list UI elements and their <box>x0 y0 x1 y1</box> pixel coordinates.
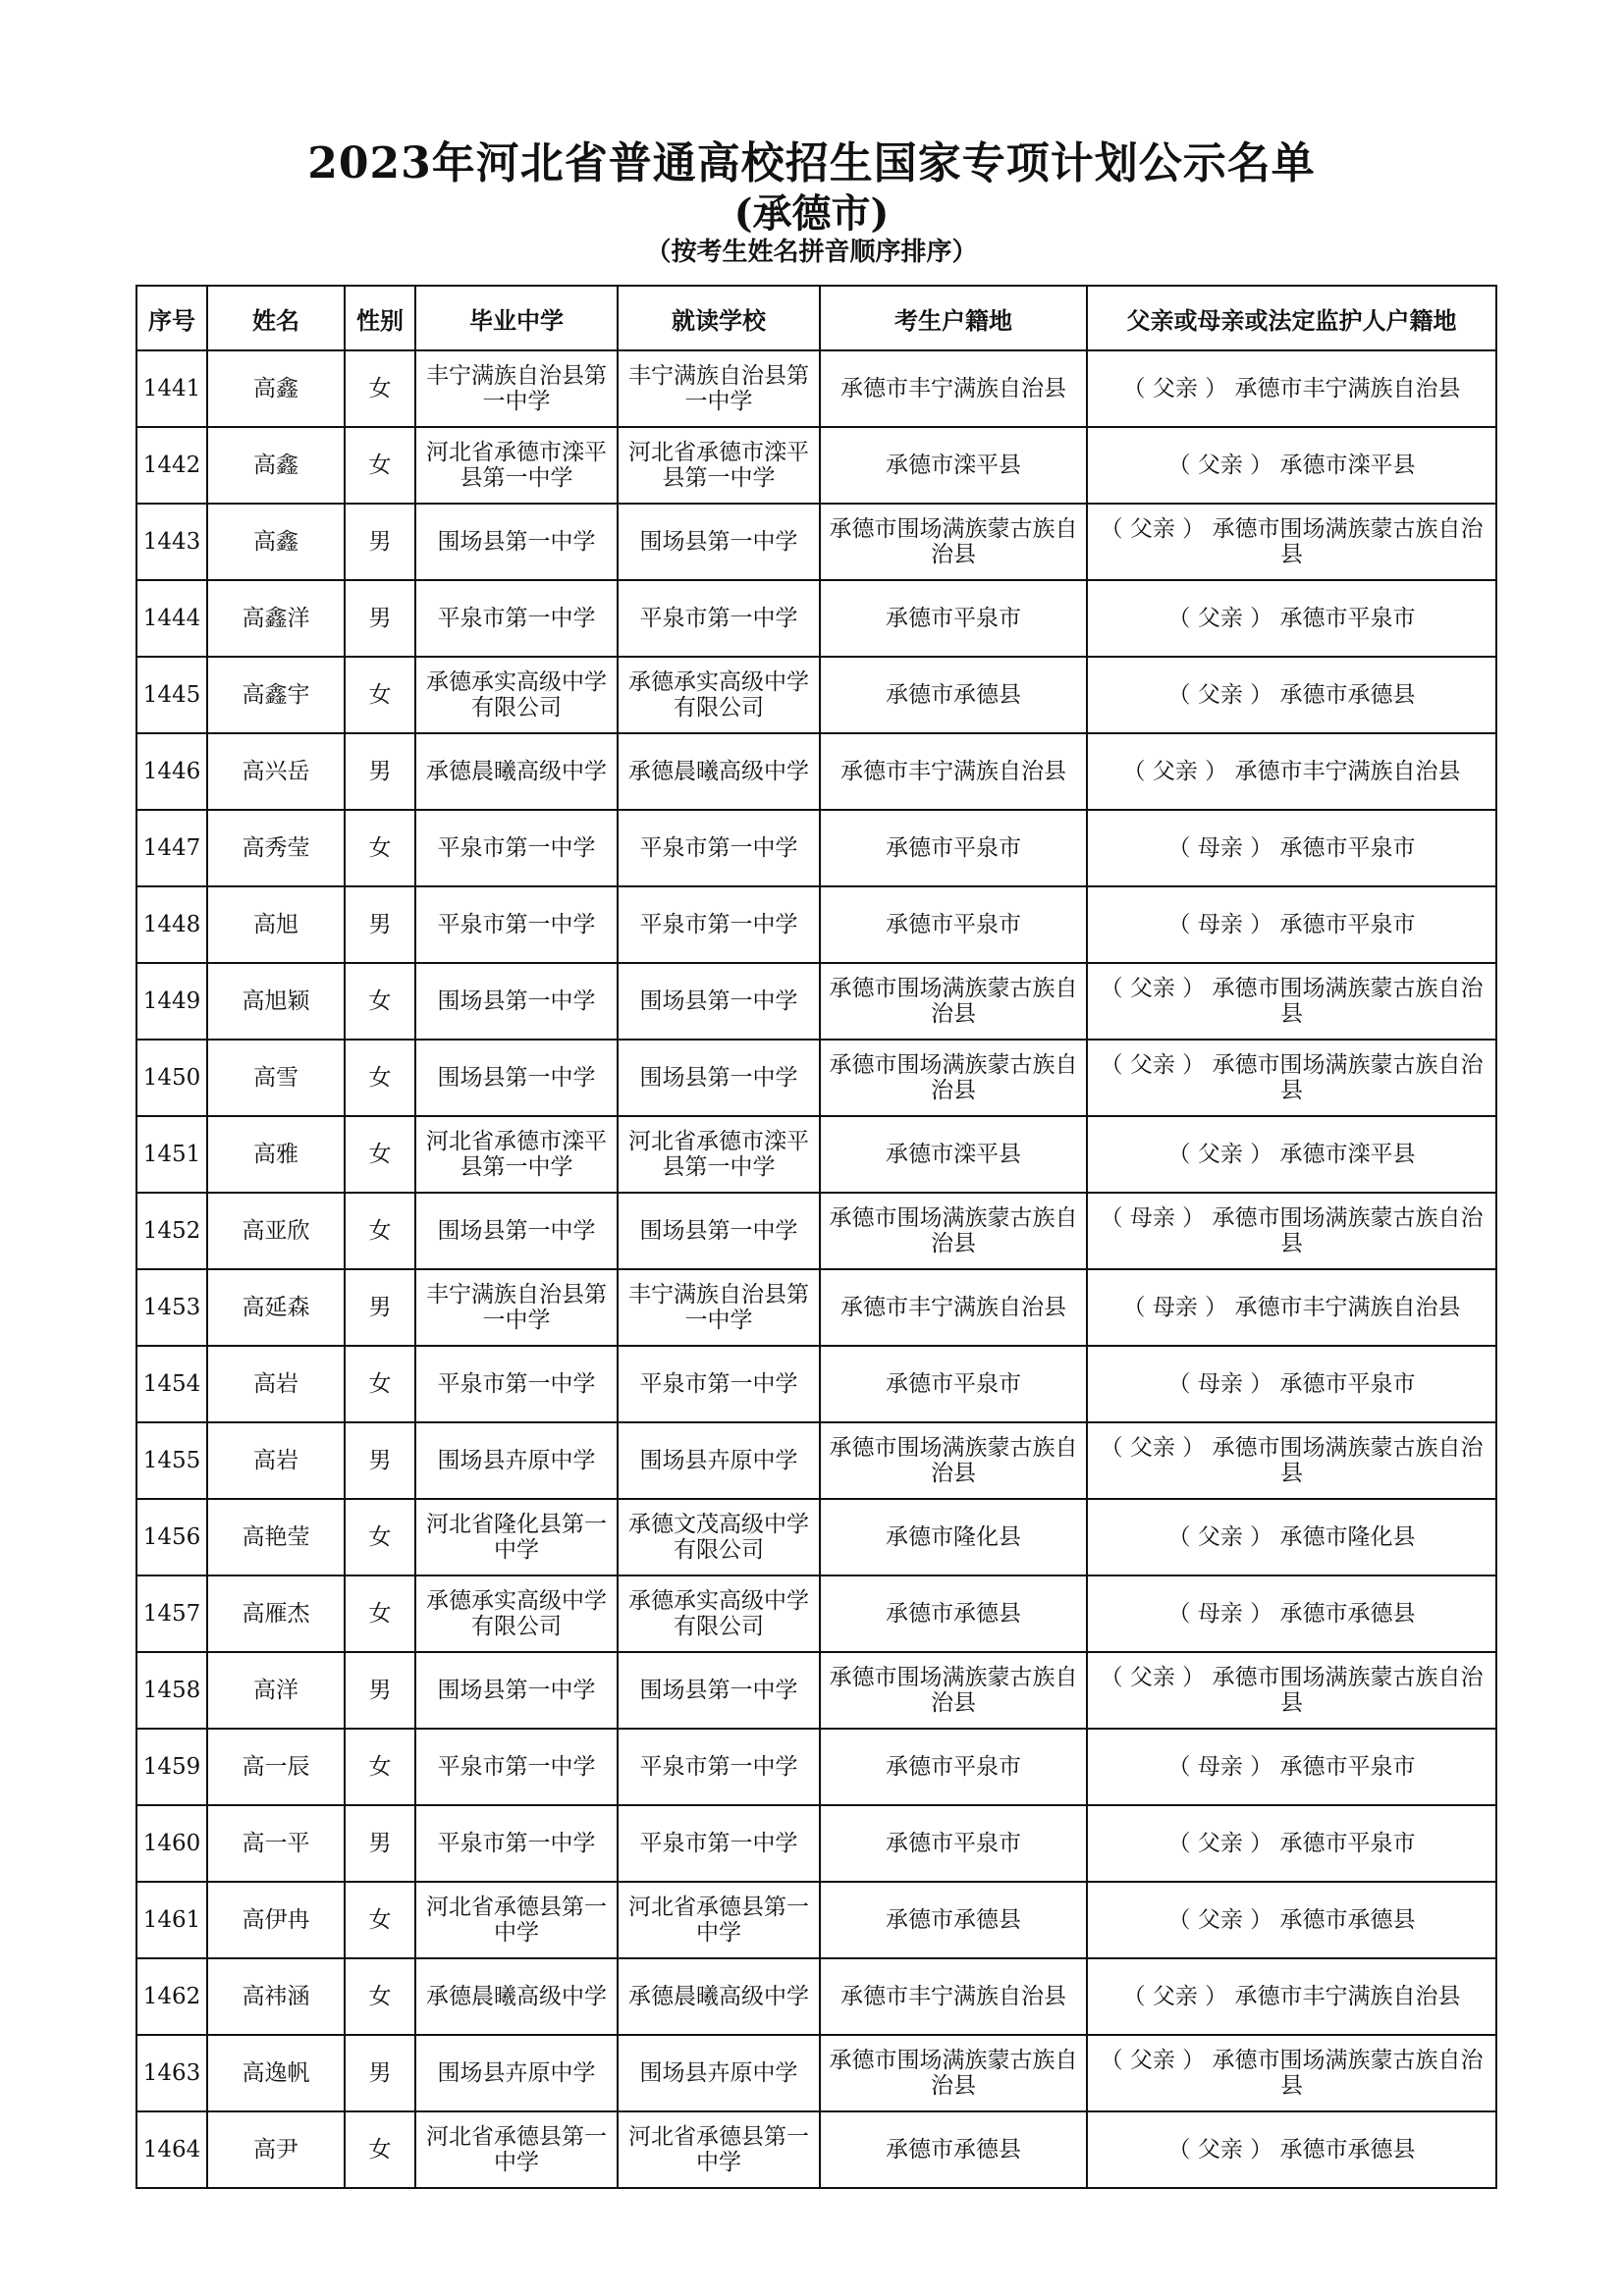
cell-grad-school: 承德承实高级中学有限公司 <box>415 657 618 733</box>
cell-guardian-hukou: （ 父亲 ） 承德市承德县 <box>1087 657 1496 733</box>
cell-grad-school: 承德承实高级中学有限公司 <box>415 1575 618 1652</box>
cell-gender: 女 <box>345 1193 415 1269</box>
cell-grad-school: 平泉市第一中学 <box>415 1729 618 1805</box>
cell-gender: 女 <box>345 1040 415 1116</box>
cell-guardian-hukou: （ 父亲 ） 承德市围场满族蒙古族自治县 <box>1087 504 1496 580</box>
col-header-current-school: 就读学校 <box>618 286 820 350</box>
cell-current-school: 承德承实高级中学有限公司 <box>618 1575 820 1652</box>
cell-hukou: 承德市丰宁满族自治县 <box>820 1958 1087 2035</box>
cell-no: 1455 <box>136 1422 207 1499</box>
cell-no: 1464 <box>136 2111 207 2188</box>
cell-guardian-hukou: （ 父亲 ） 承德市平泉市 <box>1087 1805 1496 1882</box>
cell-name: 高鑫 <box>207 504 345 580</box>
cell-current-school: 平泉市第一中学 <box>618 1805 820 1882</box>
cell-hukou: 承德市承德县 <box>820 1575 1087 1652</box>
cell-no: 1452 <box>136 1193 207 1269</box>
table-row <box>136 1499 1496 1575</box>
table-row <box>136 733 1496 810</box>
cell-guardian-hukou: （ 母亲 ） 承德市平泉市 <box>1087 810 1496 886</box>
cell-grad-school: 围场县卉原中学 <box>415 1422 618 1499</box>
table-row <box>136 1729 1496 1805</box>
cell-no: 1447 <box>136 810 207 886</box>
cell-name: 高岩 <box>207 1346 345 1422</box>
cell-gender: 女 <box>345 1575 415 1652</box>
cell-no: 1443 <box>136 504 207 580</box>
cell-current-school: 围场县第一中学 <box>618 504 820 580</box>
cell-grad-school: 河北省承德县第一中学 <box>415 2111 618 2188</box>
cell-no: 1442 <box>136 427 207 504</box>
cell-current-school: 丰宁满族自治县第一中学 <box>618 350 820 427</box>
table-row <box>136 886 1496 963</box>
cell-no: 1444 <box>136 580 207 657</box>
cell-no: 1450 <box>136 1040 207 1116</box>
cell-gender: 女 <box>345 1116 415 1193</box>
cell-no: 1441 <box>136 350 207 427</box>
cell-gender: 女 <box>345 1729 415 1805</box>
cell-guardian-hukou: （ 母亲 ） 承德市平泉市 <box>1087 886 1496 963</box>
col-header-no: 序号 <box>136 286 207 350</box>
cell-current-school: 围场县第一中学 <box>618 963 820 1040</box>
cell-name: 高鑫洋 <box>207 580 345 657</box>
cell-no: 1446 <box>136 733 207 810</box>
cell-hukou: 承德市围场满族蒙古族自治县 <box>820 2035 1087 2111</box>
cell-hukou: 承德市围场满族蒙古族自治县 <box>820 1193 1087 1269</box>
cell-current-school: 围场县第一中学 <box>618 1040 820 1116</box>
cell-current-school: 河北省承德县第一中学 <box>618 2111 820 2188</box>
cell-guardian-hukou: （ 母亲 ） 承德市承德县 <box>1087 1575 1496 1652</box>
cell-no: 1458 <box>136 1652 207 1729</box>
cell-grad-school: 围场县第一中学 <box>415 1193 618 1269</box>
table-row <box>136 810 1496 886</box>
col-header-grad-school: 毕业中学 <box>415 286 618 350</box>
cell-no: 1454 <box>136 1346 207 1422</box>
cell-hukou: 承德市丰宁满族自治县 <box>820 1269 1087 1346</box>
cell-no: 1463 <box>136 2035 207 2111</box>
cell-hukou: 承德市围场满族蒙古族自治县 <box>820 1652 1087 1729</box>
cell-name: 高旭 <box>207 886 345 963</box>
cell-gender: 男 <box>345 504 415 580</box>
table-row <box>136 1116 1496 1193</box>
cell-name: 高鑫 <box>207 427 345 504</box>
cell-no: 1457 <box>136 1575 207 1652</box>
cell-guardian-hukou: （ 父亲 ） 承德市平泉市 <box>1087 580 1496 657</box>
col-header-guardian-hukou: 父亲或母亲或法定监护人户籍地 <box>1087 286 1496 350</box>
table-row <box>136 1193 1496 1269</box>
cell-name: 高旭颖 <box>207 963 345 1040</box>
cell-grad-school: 河北省承德市滦平县第一中学 <box>415 427 618 504</box>
cell-hukou: 承德市隆化县 <box>820 1499 1087 1575</box>
table-row <box>136 1422 1496 1499</box>
cell-guardian-hukou: （ 父亲 ） 承德市滦平县 <box>1087 1116 1496 1193</box>
cell-current-school: 围场县第一中学 <box>618 1652 820 1729</box>
cell-grad-school: 平泉市第一中学 <box>415 886 618 963</box>
cell-gender: 女 <box>345 1346 415 1422</box>
cell-current-school: 承德承实高级中学有限公司 <box>618 657 820 733</box>
cell-current-school: 平泉市第一中学 <box>618 810 820 886</box>
cell-gender: 女 <box>345 1882 415 1958</box>
table-row <box>136 1882 1496 1958</box>
cell-no: 1462 <box>136 1958 207 2035</box>
cell-guardian-hukou: （ 母亲 ） 承德市平泉市 <box>1087 1346 1496 1422</box>
cell-gender: 女 <box>345 2111 415 2188</box>
cell-gender: 男 <box>345 733 415 810</box>
cell-guardian-hukou: （ 父亲 ） 承德市滦平县 <box>1087 427 1496 504</box>
table-row <box>136 2035 1496 2111</box>
table-row <box>136 1652 1496 1729</box>
cell-hukou: 承德市围场满族蒙古族自治县 <box>820 963 1087 1040</box>
cell-current-school: 承德晨曦高级中学 <box>618 733 820 810</box>
cell-no: 1461 <box>136 1882 207 1958</box>
cell-grad-school: 河北省承德市滦平县第一中学 <box>415 1116 618 1193</box>
cell-grad-school: 围场县第一中学 <box>415 504 618 580</box>
cell-grad-school: 平泉市第一中学 <box>415 580 618 657</box>
table-row <box>136 1575 1496 1652</box>
cell-gender: 女 <box>345 350 415 427</box>
col-header-name: 姓名 <box>207 286 345 350</box>
cell-hukou: 承德市平泉市 <box>820 580 1087 657</box>
cell-guardian-hukou: （ 母亲 ） 承德市平泉市 <box>1087 1729 1496 1805</box>
cell-name: 高鑫宇 <box>207 657 345 733</box>
table-row <box>136 504 1496 580</box>
cell-gender: 女 <box>345 1958 415 2035</box>
cell-guardian-hukou: （ 母亲 ） 承德市丰宁满族自治县 <box>1087 1269 1496 1346</box>
cell-hukou: 承德市平泉市 <box>820 810 1087 886</box>
page-title: 2023年河北省普通高校招生国家专项计划公示名单 <box>307 138 1316 188</box>
cell-name: 高一平 <box>207 1805 345 1882</box>
cell-hukou: 承德市平泉市 <box>820 1805 1087 1882</box>
table-row <box>136 427 1496 504</box>
cell-guardian-hukou: （ 父亲 ） 承德市围场满族蒙古族自治县 <box>1087 2035 1496 2111</box>
cell-guardian-hukou: （ 父亲 ） 承德市围场满族蒙古族自治县 <box>1087 1422 1496 1499</box>
cell-hukou: 承德市围场满族蒙古族自治县 <box>820 1422 1087 1499</box>
cell-no: 1451 <box>136 1116 207 1193</box>
cell-hukou: 承德市围场满族蒙古族自治县 <box>820 1040 1087 1116</box>
table-row <box>136 963 1496 1040</box>
cell-gender: 男 <box>345 1422 415 1499</box>
cell-name: 高鑫 <box>207 350 345 427</box>
table-row <box>136 1269 1496 1346</box>
cell-hukou: 承德市滦平县 <box>820 1116 1087 1193</box>
cell-gender: 男 <box>345 2035 415 2111</box>
cell-name: 高一辰 <box>207 1729 345 1805</box>
cell-hukou: 承德市丰宁满族自治县 <box>820 350 1087 427</box>
cell-grad-school: 围场县第一中学 <box>415 963 618 1040</box>
cell-name: 高延森 <box>207 1269 345 1346</box>
sort-note: （按考生姓名拼音顺序排序） <box>645 238 978 267</box>
roster-table <box>135 285 1497 2189</box>
cell-name: 高尹 <box>207 2111 345 2188</box>
table-header-row <box>136 286 1496 350</box>
cell-guardian-hukou: （ 父亲 ） 承德市丰宁满族自治县 <box>1087 350 1496 427</box>
cell-guardian-hukou: （ 父亲 ） 承德市围场满族蒙古族自治县 <box>1087 963 1496 1040</box>
cell-hukou: 承德市丰宁满族自治县 <box>820 733 1087 810</box>
cell-hukou: 承德市承德县 <box>820 1882 1087 1958</box>
cell-name: 高亚欣 <box>207 1193 345 1269</box>
cell-no: 1449 <box>136 963 207 1040</box>
cell-grad-school: 围场县卉原中学 <box>415 2035 618 2111</box>
cell-guardian-hukou: （ 父亲 ） 承德市围场满族蒙古族自治县 <box>1087 1652 1496 1729</box>
cell-current-school: 承德文茂高级中学有限公司 <box>618 1499 820 1575</box>
cell-grad-school: 平泉市第一中学 <box>415 1805 618 1882</box>
cell-grad-school: 平泉市第一中学 <box>415 1346 618 1422</box>
cell-current-school: 丰宁满族自治县第一中学 <box>618 1269 820 1346</box>
cell-name: 高逸帆 <box>207 2035 345 2111</box>
cell-guardian-hukou: （ 父亲 ） 承德市承德县 <box>1087 1882 1496 1958</box>
cell-grad-school: 河北省隆化县第一中学 <box>415 1499 618 1575</box>
cell-gender: 女 <box>345 963 415 1040</box>
cell-no: 1448 <box>136 886 207 963</box>
cell-name: 高伊冉 <box>207 1882 345 1958</box>
cell-name: 高祎涵 <box>207 1958 345 2035</box>
cell-current-school: 平泉市第一中学 <box>618 580 820 657</box>
cell-no: 1445 <box>136 657 207 733</box>
cell-grad-school: 丰宁满族自治县第一中学 <box>415 350 618 427</box>
cell-hukou: 承德市滦平县 <box>820 427 1087 504</box>
cell-guardian-hukou: （ 父亲 ） 承德市丰宁满族自治县 <box>1087 733 1496 810</box>
cell-current-school: 平泉市第一中学 <box>618 886 820 963</box>
cell-gender: 女 <box>345 657 415 733</box>
cell-no: 1459 <box>136 1729 207 1805</box>
table-row <box>136 1040 1496 1116</box>
cell-gender: 男 <box>345 1805 415 1882</box>
cell-current-school: 围场县卉原中学 <box>618 1422 820 1499</box>
cell-gender: 男 <box>345 886 415 963</box>
table-row <box>136 1958 1496 2035</box>
cell-current-school: 围场县第一中学 <box>618 1193 820 1269</box>
cell-hukou: 承德市承德县 <box>820 657 1087 733</box>
cell-name: 高雪 <box>207 1040 345 1116</box>
col-header-gender: 性别 <box>345 286 415 350</box>
cell-grad-school: 围场县第一中学 <box>415 1652 618 1729</box>
table-row <box>136 350 1496 427</box>
cell-no: 1460 <box>136 1805 207 1882</box>
cell-name: 高岩 <box>207 1422 345 1499</box>
cell-name: 高洋 <box>207 1652 345 1729</box>
cell-gender: 女 <box>345 810 415 886</box>
cell-gender: 女 <box>345 1499 415 1575</box>
cell-name: 高艳莹 <box>207 1499 345 1575</box>
cell-current-school: 平泉市第一中学 <box>618 1729 820 1805</box>
cell-grad-school: 承德晨曦高级中学 <box>415 733 618 810</box>
table-row <box>136 580 1496 657</box>
page-subtitle: (承德市) <box>733 190 890 237</box>
cell-current-school: 承德晨曦高级中学 <box>618 1958 820 2035</box>
cell-gender: 女 <box>345 427 415 504</box>
cell-current-school: 河北省承德市滦平县第一中学 <box>618 427 820 504</box>
cell-no: 1456 <box>136 1499 207 1575</box>
cell-guardian-hukou: （ 父亲 ） 承德市隆化县 <box>1087 1499 1496 1575</box>
cell-gender: 男 <box>345 1269 415 1346</box>
table-row <box>136 1805 1496 1882</box>
cell-grad-school: 丰宁满族自治县第一中学 <box>415 1269 618 1346</box>
table-row <box>136 2111 1496 2188</box>
cell-no: 1453 <box>136 1269 207 1346</box>
cell-gender: 男 <box>345 580 415 657</box>
cell-guardian-hukou: （ 父亲 ） 承德市丰宁满族自治县 <box>1087 1958 1496 2035</box>
cell-name: 高兴岳 <box>207 733 345 810</box>
cell-guardian-hukou: （ 父亲 ） 承德市承德县 <box>1087 2111 1496 2188</box>
cell-hukou: 承德市围场满族蒙古族自治县 <box>820 504 1087 580</box>
cell-hukou: 承德市平泉市 <box>820 1729 1087 1805</box>
table-row <box>136 1346 1496 1422</box>
cell-current-school: 平泉市第一中学 <box>618 1346 820 1422</box>
cell-gender: 男 <box>345 1652 415 1729</box>
cell-current-school: 围场县卉原中学 <box>618 2035 820 2111</box>
cell-grad-school: 河北省承德县第一中学 <box>415 1882 618 1958</box>
table-row <box>136 657 1496 733</box>
cell-name: 高秀莹 <box>207 810 345 886</box>
cell-current-school: 河北省承德县第一中学 <box>618 1882 820 1958</box>
cell-hukou: 承德市平泉市 <box>820 1346 1087 1422</box>
cell-grad-school: 承德晨曦高级中学 <box>415 1958 618 2035</box>
cell-grad-school: 围场县第一中学 <box>415 1040 618 1116</box>
cell-guardian-hukou: （ 父亲 ） 承德市围场满族蒙古族自治县 <box>1087 1040 1496 1116</box>
cell-name: 高雁杰 <box>207 1575 345 1652</box>
cell-hukou: 承德市平泉市 <box>820 886 1087 963</box>
cell-guardian-hukou: （ 母亲 ） 承德市围场满族蒙古族自治县 <box>1087 1193 1496 1269</box>
cell-name: 高雅 <box>207 1116 345 1193</box>
cell-grad-school: 平泉市第一中学 <box>415 810 618 886</box>
cell-hukou: 承德市承德县 <box>820 2111 1087 2188</box>
cell-current-school: 河北省承德市滦平县第一中学 <box>618 1116 820 1193</box>
col-header-hukou: 考生户籍地 <box>820 286 1087 350</box>
